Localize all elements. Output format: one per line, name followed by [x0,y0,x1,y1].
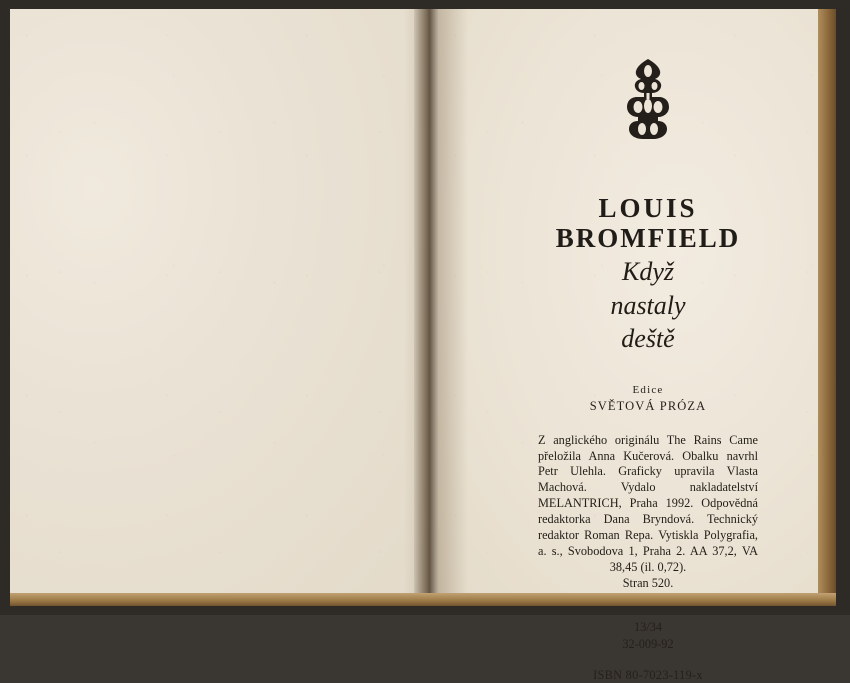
code-line-2: 32-009-92 [622,636,674,651]
series-name: SVĚTOVÁ PRÓZA [589,398,707,413]
scan-edge-right [836,0,850,615]
imprint-paragraph: Z anglického originálu The Rains Came přeložila Anna Kučerová. Obalku navrhl Petr Ulehla. Graficky upravila Vlasta Machová. Vydalo nakladatelství MELANTRICH, Praha 1992. Odpovědná redaktorka Dana Bryndová. Technický redaktor Roman Repa. Vytiskla Polygrafia, a. s., Svobodova 1, Praha 2. AA 37,2, VA 38,45 (il. 0,72). [538,432,758,575]
imprint-block [538,433,758,609]
code-line-1: 13/34 [633,620,662,635]
title-page-content [538,57,758,683]
series-label: Edice [632,383,664,396]
catalog-codes [538,619,758,651]
scan-edge-top [0,0,850,9]
isbn-line: ISBN 80-7023-119-x [593,667,703,682]
paper-texture-left [10,9,430,606]
title-block [538,193,758,353]
left-blank-page [10,9,430,606]
printers-mark-icon [617,57,679,141]
book-title-line-3: deště [621,323,675,353]
scan-edge-left [0,0,10,615]
book-title-line-1: Když [622,257,674,287]
book-bottom-edge [10,593,836,606]
book-fore-edge [818,6,836,609]
author-line-1: LOUIS [598,193,698,223]
scan-edge-bottom [0,606,850,615]
right-title-page [438,9,836,682]
imprint-pages: Stran 520. [622,576,674,591]
author-line-2: BROMFIELD [555,223,741,254]
series-block [538,383,758,415]
book-title-line-2: nastaly [610,290,686,320]
